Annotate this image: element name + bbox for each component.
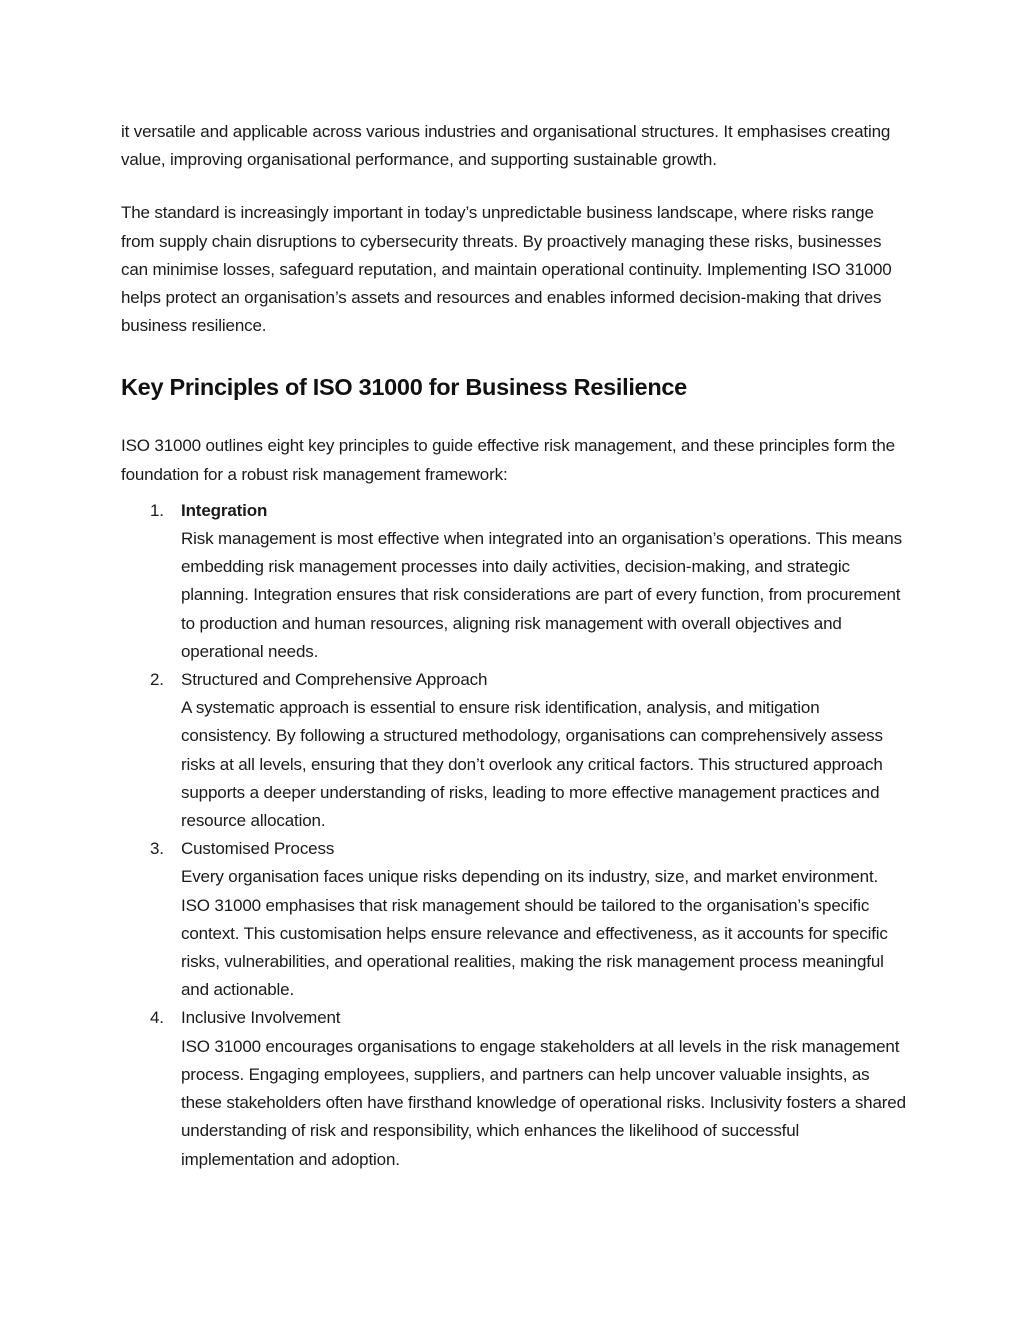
- list-item-description: Risk management is most effective when integrated into an organisation’s operations. This means embedding risk management processes into daily activities, decision-making, and strategic planning. Integration ensures that risk considerations are part of every function, from procurement to production and human resources, aligning risk management with overall objectives and operational needs.: [181, 529, 902, 661]
- intro-paragraph-1: it versatile and applicable across various industries and organisational structures. It emphasises creating value, improving organisational performance, and supporting sustainable growth.: [121, 122, 891, 170]
- list-item-title: Structured and Comprehensive Approach: [181, 670, 488, 690]
- section-lead-paragraph: ISO 31000 outlines eight key principles to guide effective risk management, and these principles form the foundation for a robust risk management framework:: [121, 436, 895, 484]
- list-item-title: Inclusive Involvement: [181, 1008, 341, 1028]
- list-item: [121, 666, 911, 835]
- list-item-description: ISO 31000 encourages organisations to engage stakeholders at all levels in the risk management process. Engaging employees, suppliers, and partners can help uncover valuable insights, as these stakeholders often have firsthand knowledge of operational risks. Inclusivity fosters a shared understanding of risk and responsibility, which enhances the likelihood of successful implementation and adoption.: [181, 1036, 906, 1169]
- list-item-title: Customised Process: [181, 839, 335, 859]
- list-item-description: A systematic approach is essential to ensure risk identification, analysis, and mitigation consistency. By following a structured methodology, organisations can comprehensively assess risks at all levels, ensuring that they don’t overlook any critical factors. This structured approach supports a deeper understanding of risks, leading to more effective management practices and resource allocation.: [181, 698, 883, 831]
- principles-list: [121, 497, 911, 1174]
- list-item-number: 4.: [150, 1008, 164, 1028]
- list-item-number: 1.: [150, 500, 164, 520]
- list-item-title: Integration: [181, 500, 268, 520]
- list-item: [121, 1004, 911, 1173]
- list-item-description: Every organisation faces unique risks depending on its industry, size, and market environment. ISO 31000 emphasises that risk management should be tailored to the organisation’s specific context. This customisation helps ensure relevance and effectiveness, as it accounts for specific risks, vulnerabilities, and operational realities, making the risk management process meaningful and actionable.: [181, 867, 888, 1000]
- document-page: [121, 118, 911, 1174]
- list-item-number: 2.: [150, 670, 164, 690]
- section-heading: Key Principles of ISO 31000 for Business Resilience: [121, 374, 687, 401]
- list-item-number: 3.: [150, 839, 164, 859]
- list-item: [121, 835, 911, 1004]
- intro-paragraph-2: The standard is increasingly important in today’s unpredictable business landscape, where risks range from supply chain disruptions to cybersecurity threats. By proactively managing these risks, businesses can minimise losses, safeguard reputation, and maintain operational continuity. Implementing ISO 31000 helps protect an organisation’s assets and resources and enables informed decision-making that drives business resilience.: [121, 203, 892, 336]
- list-item: [121, 497, 911, 666]
